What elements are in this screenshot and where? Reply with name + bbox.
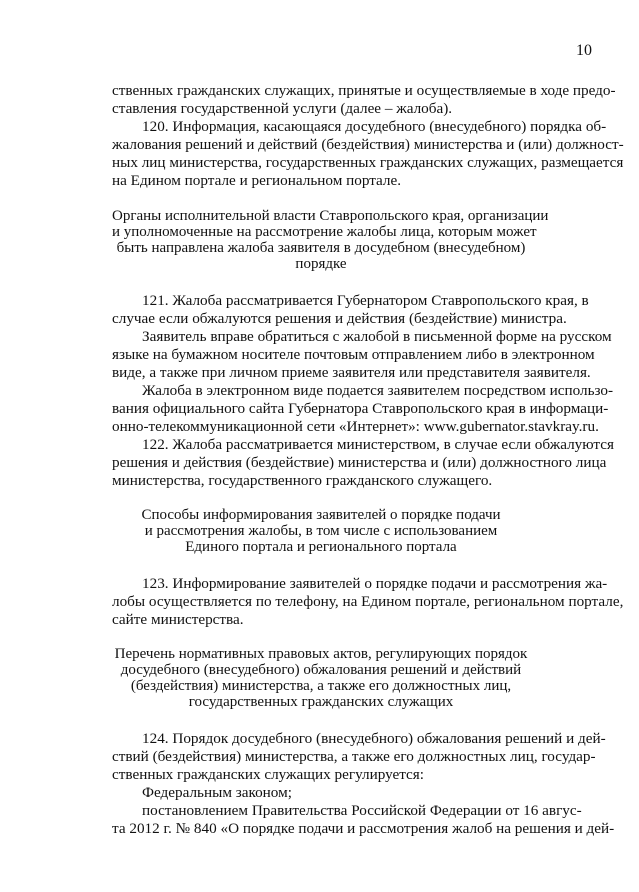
text-line-27: сайте министерства. <box>112 611 244 628</box>
text-line-17: вания официального сайта Губернатора Ставропольского края в информаци- <box>112 400 609 417</box>
text-line-28: Перечень нормативных правовых актов, регулирующих порядок <box>114 646 528 662</box>
text-line-35: Федеральным законом; <box>142 784 292 801</box>
text-line-26: лобы осуществляется по телефону, на Едином портале, региональном портале, <box>112 593 624 610</box>
text-line-36: постановлением Правительства Российской Федерации от 16 авгус- <box>142 802 582 819</box>
text-line-3: 120. Информация, касающаяся досудебного (внесудебного) порядка об- <box>142 118 607 135</box>
text-line-7: Органы исполнительной власти Ставропольского края, организации <box>112 208 549 224</box>
text-line-31: государственных гражданских служащих <box>188 694 454 710</box>
text-line-24: Единого портала и регионального портала <box>185 539 457 555</box>
text-line-32: 124. Порядок досудебного (внесудебного) обжалования решений и дей- <box>142 730 606 747</box>
text-line-12: случае если обжалуются решения и действия (бездействие) министра. <box>112 310 567 327</box>
text-line-30: (бездействия) министерства, а также его должностных лиц, <box>130 678 512 694</box>
text-line-37: та 2012 г. № 840 «О порядке подачи и рассмотрения жалоб на решения и дей- <box>112 820 615 837</box>
text-line-2: ставления государственной услуги (далее – жалоба). <box>112 100 453 117</box>
text-line-18: онно-телекоммуникационной сети «Интернет»: www.gubernator.stavkray.ru. <box>112 418 599 435</box>
text-line-10: порядке <box>295 256 347 272</box>
text-line-9: быть направлена жалоба заявителя в досудебном (внесудебном) <box>116 240 526 256</box>
text-line-19: 122. Жалоба рассматривается министерством, в случае если обжалуются <box>142 436 614 453</box>
text-line-6: на Едином портале и региональном портале. <box>112 172 402 189</box>
text-line-20: решения и действия (бездействие) министерства и (или) должностного лица <box>112 454 607 471</box>
text-line-23: и рассмотрения жалобы, в том числе с использованием <box>144 523 498 539</box>
text-line-34: ственных гражданских служащих регулируется: <box>112 766 424 783</box>
text-line-11: 121. Жалоба рассматривается Губернатором Ставропольского края, в <box>142 292 589 309</box>
page-number: 10 <box>576 42 592 59</box>
text-line-14: языке на бумажном носителе почтовым отправлением либо в электронном <box>112 346 595 363</box>
text-line-16: Жалоба в электронном виде подается заявителем посредством использо- <box>142 382 614 399</box>
text-line-4: жалования решений и действий (бездействия) министерства и (или) должност- <box>112 136 624 153</box>
text-line-25: 123. Информирование заявителей о порядке подачи и рассмотрения жа- <box>142 575 608 592</box>
text-line-8: и уполномоченные на рассмотрение жалобы лица, которым может <box>112 224 537 240</box>
text-line-22: Способы информирования заявителей о порядке подачи <box>141 507 501 523</box>
text-line-1: ственных гражданских служащих, принятые и осуществляемые в ходе предо- <box>112 82 616 99</box>
text-line-21: министерства, государственного гражданского служащего. <box>112 472 493 489</box>
text-line-13: Заявитель вправе обратиться с жалобой в письменной форме на русском <box>142 328 612 345</box>
text-line-15: виде, а также при личном приеме заявителя или представителя заявителя. <box>112 364 591 381</box>
text-line-33: ствий (бездействия) министерства, а также его должностных лиц, государ- <box>112 748 596 765</box>
text-line-29: досудебного (внесудебного) обжалования решений и действий <box>120 662 522 678</box>
text-line-5: ных лиц министерства, государственных гражданских служащих, размещается <box>112 154 624 171</box>
